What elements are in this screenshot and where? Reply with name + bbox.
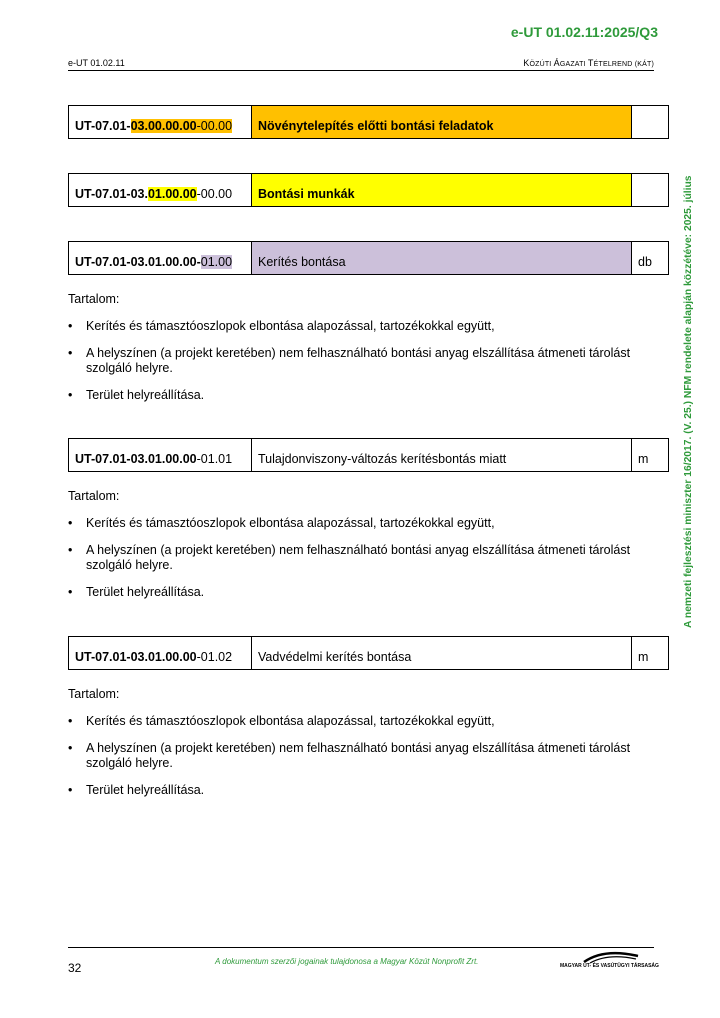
header-divider bbox=[68, 70, 654, 71]
bullet-icon: • bbox=[68, 319, 73, 333]
item-code bbox=[69, 242, 252, 274]
list-item bbox=[68, 346, 638, 376]
bullet-icon: • bbox=[68, 741, 73, 755]
item-code bbox=[69, 106, 252, 138]
item-code-part: UT-07.01- bbox=[75, 119, 131, 133]
page-number: 32 bbox=[68, 961, 82, 975]
list-item-text: Kerítés és támasztóoszlopok elbontása alapozással, tartozékokkal együtt, bbox=[86, 319, 495, 333]
item-code-highlight: 01.00 bbox=[200, 255, 233, 269]
item-row-4 bbox=[68, 438, 669, 472]
logo-swoosh-icon bbox=[582, 950, 642, 964]
header-right-k: K bbox=[523, 58, 530, 68]
item-name: Vadvédelmi kerítés bontása bbox=[252, 637, 632, 669]
item-unit: m bbox=[638, 452, 649, 466]
list-item bbox=[68, 714, 638, 729]
item-code-part: UT-07.01-03. bbox=[75, 187, 148, 201]
copyright-notice: A dokumentum szerzői jogainak tulajdonosa a Magyar Közút Nonprofit Zrt. bbox=[215, 957, 479, 966]
list-item bbox=[68, 783, 638, 798]
item-row-5 bbox=[68, 636, 669, 670]
content-list bbox=[68, 714, 638, 810]
document-code: e-UT 01.02.11:2025/Q3 bbox=[510, 24, 658, 40]
item-name: Bontási munkák bbox=[252, 174, 632, 206]
bullet-icon: • bbox=[68, 388, 73, 402]
item-name: Tulajdonviszony-változás kerítésbontás miatt bbox=[252, 439, 632, 471]
item-name: Kerítés bontása bbox=[252, 242, 632, 274]
item-row-2 bbox=[68, 173, 669, 207]
item-code-suffix: -01.02 bbox=[196, 650, 233, 664]
item-code-part: UT-07.01-03.01.00.00- bbox=[75, 255, 201, 269]
item-code-highlight: 03.00.00.00 bbox=[130, 119, 197, 133]
header-right bbox=[523, 58, 654, 68]
item-code-suffix: -01.01 bbox=[196, 452, 233, 466]
item-row-1 bbox=[68, 105, 669, 139]
content-label: Tartalom: bbox=[68, 292, 120, 306]
list-item-text: Kerítés és támasztóoszlopok elbontása alapozással, tartozékokkal együtt, bbox=[86, 516, 495, 530]
item-code bbox=[69, 174, 252, 206]
item-code-part: UT-07.01-03.01.00.00 bbox=[75, 452, 197, 466]
bullet-icon: • bbox=[68, 346, 73, 360]
footer-divider bbox=[68, 947, 654, 948]
list-item-text: Terület helyreállítása. bbox=[86, 585, 205, 599]
header-right-1: ÖZÚTI bbox=[529, 61, 554, 68]
item-code bbox=[69, 637, 252, 669]
header-right-3: ÉTELREND (KÁT) bbox=[593, 61, 654, 68]
list-item bbox=[68, 543, 638, 573]
company-logo bbox=[560, 950, 660, 972]
list-item bbox=[68, 585, 638, 600]
bullet-icon: • bbox=[68, 516, 73, 530]
content-label: Tartalom: bbox=[68, 489, 120, 503]
bullet-icon: • bbox=[68, 585, 73, 599]
list-item bbox=[68, 319, 638, 334]
list-item-text: Kerítés és támasztóoszlopok elbontása alapozással, tartozékokkal együtt, bbox=[86, 714, 495, 728]
item-unit bbox=[632, 174, 668, 206]
content-list bbox=[68, 319, 638, 415]
list-item-text: A helyszínen (a projekt keretében) nem felhasználható bontási anyag elszállítása átmeneti tárolást szolgáló helyre. bbox=[86, 741, 631, 770]
side-publication-note: A nemzeti fejlesztési miniszter 16/2017. (V. 25.) NFM rendelete alapján közzétéve: 2025. július bbox=[683, 175, 694, 628]
item-unit: m bbox=[638, 650, 649, 664]
list-item-text: Terület helyreállítása. bbox=[86, 783, 205, 797]
list-item bbox=[68, 741, 638, 771]
header-left: e-UT 01.02.11 bbox=[68, 58, 125, 68]
bullet-icon: • bbox=[68, 543, 73, 557]
header-right-t: T bbox=[587, 58, 594, 68]
item-code-highlight: 01.00.00 bbox=[147, 187, 197, 201]
header-right-2: GAZATI bbox=[559, 61, 588, 68]
item-code bbox=[69, 439, 252, 471]
list-item-text: Terület helyreállítása. bbox=[86, 388, 205, 402]
content-label: Tartalom: bbox=[68, 687, 120, 701]
list-item bbox=[68, 388, 638, 403]
item-code-suffix: -00.00 bbox=[196, 187, 233, 201]
list-item-text: A helyszínen (a projekt keretében) nem felhasználható bontási anyag elszállítása átmeneti tárolást szolgáló helyre. bbox=[86, 346, 631, 375]
bullet-icon: • bbox=[68, 783, 73, 797]
item-code-suffix: -00.00 bbox=[196, 119, 233, 133]
item-unit: db bbox=[638, 255, 652, 269]
item-row-3 bbox=[68, 241, 669, 275]
list-item bbox=[68, 516, 638, 531]
item-name: Növénytelepítés előtti bontási feladatok bbox=[252, 106, 632, 138]
logo-text: MAGYAR ÚT- ÉS VASÚTÜGYI TÁRSASÁG bbox=[560, 963, 659, 969]
content-list bbox=[68, 516, 638, 612]
item-code-part: UT-07.01-03.01.00.00 bbox=[75, 650, 197, 664]
bullet-icon: • bbox=[68, 714, 73, 728]
header-right-a: Á bbox=[553, 58, 560, 68]
list-item-text: A helyszínen (a projekt keretében) nem felhasználható bontási anyag elszállítása átmeneti tárolást szolgáló helyre. bbox=[86, 543, 631, 572]
item-unit bbox=[632, 106, 668, 138]
